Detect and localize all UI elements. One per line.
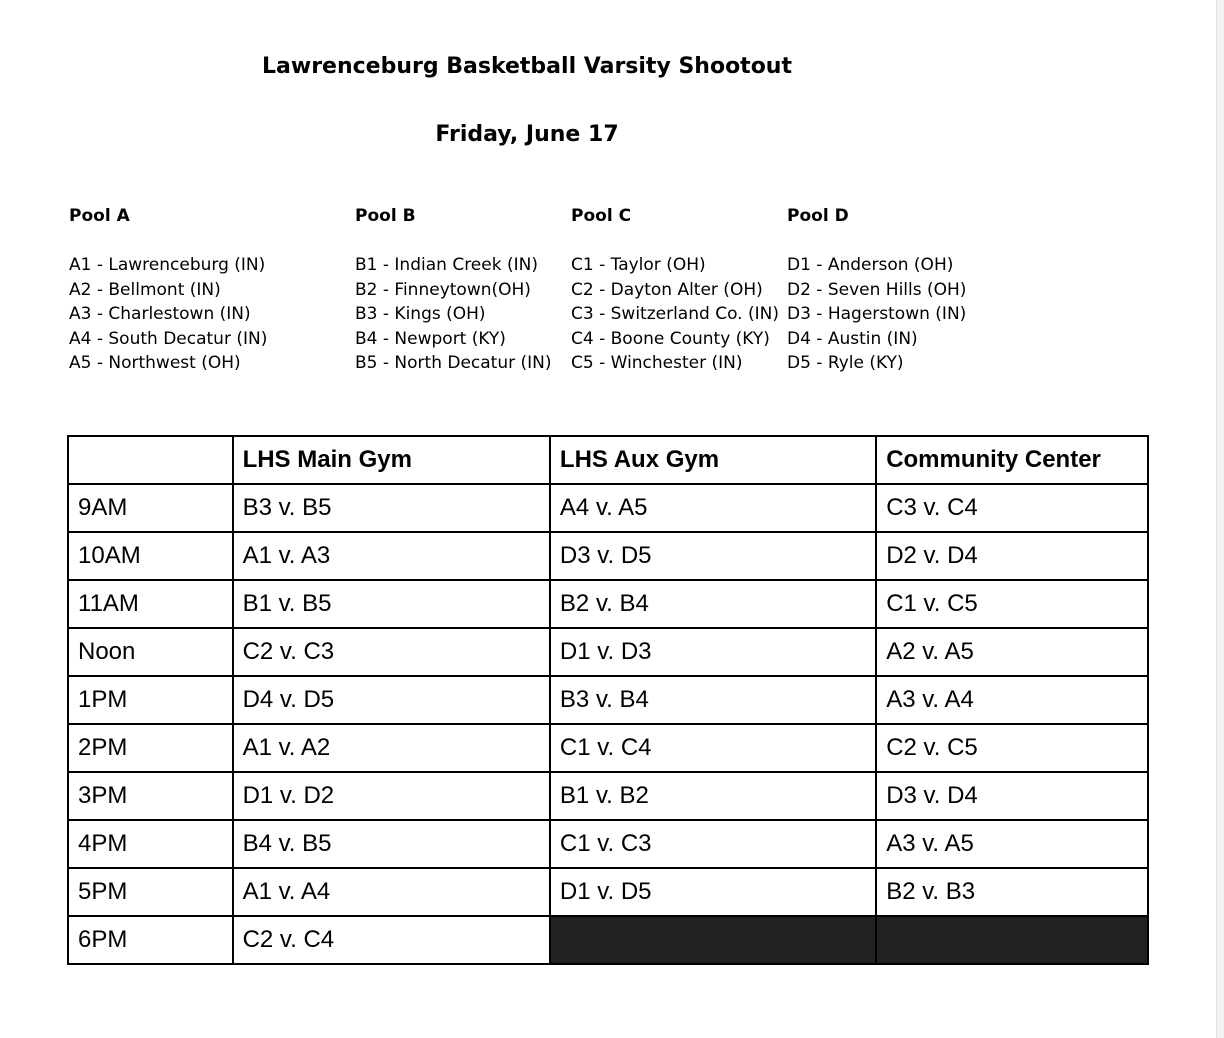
empty-cell: [550, 916, 876, 964]
table-row: [68, 772, 1148, 820]
aux-gym-game: D3 v. D5: [550, 532, 876, 580]
team-item: A5 - Northwest (OH): [69, 353, 241, 373]
community-center-game: A3 v. A4: [876, 676, 1148, 724]
venue-header-main-gym: LHS Main Gym: [233, 436, 550, 484]
pool-a: [69, 204, 267, 376]
time-slot: 11AM: [68, 580, 233, 628]
main-gym-game: B3 v. B5: [233, 484, 550, 532]
community-center-game: D3 v. D4: [876, 772, 1148, 820]
time-slot: 2PM: [68, 724, 233, 772]
time-slot: 1PM: [68, 676, 233, 724]
time-column-header: [68, 436, 233, 484]
table-row: [68, 820, 1148, 868]
empty-cell: [876, 916, 1148, 964]
community-center-game: C3 v. C4: [876, 484, 1148, 532]
main-gym-game: D4 v. D5: [233, 676, 550, 724]
aux-gym-game: B2 v. B4: [550, 580, 876, 628]
table-row: [68, 628, 1148, 676]
team-item: D1 - Anderson (OH): [787, 255, 954, 275]
aux-gym-game: D1 v. D5: [550, 868, 876, 916]
community-center-game: C2 v. C5: [876, 724, 1148, 772]
team-item: B5 - North Decatur (IN): [355, 353, 552, 373]
aux-gym-game: B1 v. B2: [550, 772, 876, 820]
time-slot: 4PM: [68, 820, 233, 868]
team-item: D3 - Hagerstown (IN): [787, 304, 967, 324]
main-gym-game: A1 v. A4: [233, 868, 550, 916]
aux-gym-game: D1 v. D3: [550, 628, 876, 676]
team-item: A2 - Bellmont (IN): [69, 279, 221, 300]
main-gym-game: B4 v. B5: [233, 820, 550, 868]
team-item: B1 - Indian Creek (IN): [355, 255, 538, 275]
main-gym-game: D1 v. D2: [233, 772, 550, 820]
team-item: B4 - Newport (KY): [355, 328, 506, 349]
table-row: [68, 580, 1148, 628]
team-item: C5 - Winchester (IN): [571, 353, 743, 373]
time-slot: 10AM: [68, 532, 233, 580]
schedule-table: [67, 435, 1149, 965]
time-slot: 5PM: [68, 868, 233, 916]
pool-name: Pool D: [787, 206, 849, 226]
team-item: C2 - Dayton Alter (OH): [571, 279, 763, 300]
aux-gym-game: A4 v. A5: [550, 484, 876, 532]
aux-gym-game: C1 v. C3: [550, 820, 876, 868]
community-center-game: A2 v. A5: [876, 628, 1148, 676]
pool-name: Pool C: [571, 206, 632, 226]
team-item: D2 - Seven Hills (OH): [787, 279, 967, 300]
venue-header-aux-gym: LHS Aux Gym: [550, 436, 876, 484]
table-row: [68, 532, 1148, 580]
community-center-game: D2 v. D4: [876, 532, 1148, 580]
time-slot: 9AM: [68, 484, 233, 532]
pool-name: Pool B: [355, 206, 416, 226]
community-center-game: C1 v. C5: [876, 580, 1148, 628]
main-gym-game: C2 v. C3: [233, 628, 550, 676]
pool-d: [787, 204, 966, 376]
community-center-game: B2 v. B3: [876, 868, 1148, 916]
team-item: B3 - Kings (OH): [355, 304, 486, 324]
main-gym-game: A1 v. A2: [233, 724, 550, 772]
table-row: [68, 916, 1148, 964]
aux-gym-game: B3 v. B4: [550, 676, 876, 724]
pool-b: [355, 204, 552, 376]
table-row: [68, 868, 1148, 916]
table-row: [68, 676, 1148, 724]
time-slot: 3PM: [68, 772, 233, 820]
main-gym-game: A1 v. A3: [233, 532, 550, 580]
time-slot: Noon: [68, 628, 233, 676]
page-edge: [1216, 0, 1224, 1038]
team-item: A1 - Lawrenceburg (IN): [69, 255, 266, 275]
aux-gym-game: C1 v. C4: [550, 724, 876, 772]
team-item: C3 - Switzerland Co. (IN): [571, 304, 779, 324]
pool-c: [571, 204, 779, 376]
team-item: D5 - Ryle (KY): [787, 353, 904, 373]
time-slot: 6PM: [68, 916, 233, 964]
main-gym-game: B1 v. B5: [233, 580, 550, 628]
team-item: C4 - Boone County (KY): [571, 328, 770, 349]
table-row: [68, 724, 1148, 772]
table-row: [68, 484, 1148, 532]
community-center-game: A3 v. A5: [876, 820, 1148, 868]
main-gym-game: C2 v. C4: [233, 916, 550, 964]
team-item: A4 - South Decatur (IN): [69, 328, 268, 349]
team-item: B2 - Finneytown(OH): [355, 279, 531, 300]
team-item: D4 - Austin (IN): [787, 328, 918, 349]
header-row: [68, 436, 1148, 484]
event-date: Friday, June 17: [435, 122, 619, 147]
team-item: A3 - Charlestown (IN): [69, 304, 251, 324]
pool-name: Pool A: [69, 206, 130, 226]
team-item: C1 - Taylor (OH): [571, 255, 706, 275]
page-title: Lawrenceburg Basketball Varsity Shootout: [262, 54, 792, 79]
venue-header-community-center: Community Center: [876, 436, 1148, 484]
